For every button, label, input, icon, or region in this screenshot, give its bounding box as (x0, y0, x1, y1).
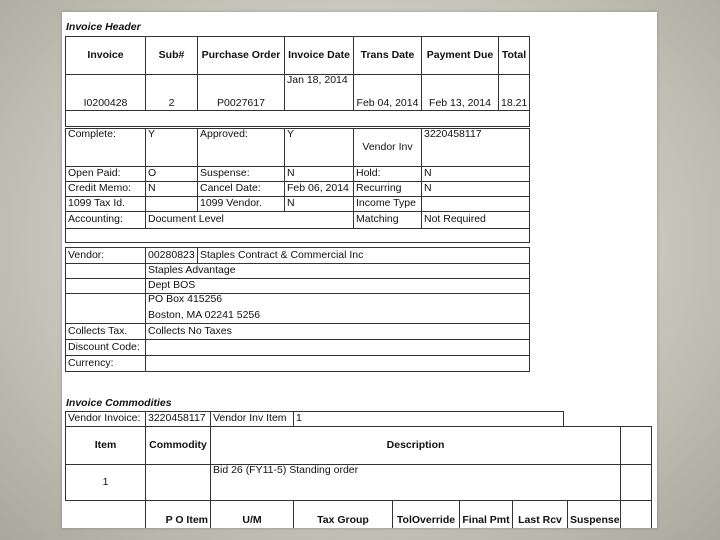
collects-tax-value: Collects No Taxes (146, 324, 530, 340)
invoice-date: Jan 18, 2014 (285, 75, 354, 111)
commodities-table (65, 426, 652, 528)
vendor-invoice-value: 3220458117 (146, 412, 211, 427)
blank-cell (621, 501, 652, 529)
spacer-row (66, 229, 530, 243)
blank-cell (66, 279, 146, 294)
vendor-inv-item-value: 1 (294, 412, 564, 427)
vendor-invoice-label: Vendor Invoice: (66, 412, 146, 427)
currency-label: Currency: (66, 356, 146, 372)
complete-value: Y (146, 129, 198, 167)
cancel-date-label: Cancel Date: (198, 182, 285, 197)
commodity-description: Bid 26 (FY11-5) Standing order (211, 465, 621, 501)
credit-memo-value: N (146, 182, 198, 197)
invoice-number: I0200428 (66, 75, 146, 111)
vendor-code: 00280823 (146, 248, 198, 264)
col-trans-date: Trans Date (354, 37, 422, 75)
commodity-row (66, 465, 652, 501)
col-item: Item (66, 427, 146, 465)
blank-cell (621, 427, 652, 465)
commodities-vendor-invoice-table (65, 411, 564, 427)
col-suspense: Suspense (568, 501, 621, 529)
invoice-total: 18.21 (499, 75, 530, 111)
vendor-1099-label: 1099 Vendor. (198, 197, 285, 212)
payment-due: Feb 13, 2014 (422, 75, 499, 111)
col-total: Total (499, 37, 530, 75)
suspense-value: N (285, 167, 354, 182)
hold-label: Hold: (354, 167, 422, 182)
open-paid-label: Open Paid: (66, 167, 146, 182)
blank-cell (66, 294, 146, 324)
matching-value: Not Required (422, 212, 530, 229)
vendor-address-line-1: Staples Advantage (146, 264, 530, 279)
vendor-inv-value: 3220458117 (422, 129, 530, 167)
col-um: U/M (211, 501, 294, 529)
vendor-address-block (146, 294, 530, 324)
commodity-item: 1 (66, 465, 146, 501)
invoice-row (66, 75, 530, 111)
tax-id-label: 1099 Tax Id. (66, 197, 146, 212)
accounting-value: Document Level (146, 212, 354, 229)
col-po-item: P O Item (146, 501, 211, 529)
approved-value: Y (285, 129, 354, 167)
col-payment-due: Payment Due (422, 37, 499, 75)
purchase-order-number: P0027617 (198, 75, 285, 111)
invoice-document (62, 12, 657, 528)
vendor-table (65, 247, 530, 372)
vendor-address-line-3: PO Box 415256 (148, 293, 223, 305)
vendor-inv-label: Vendor Inv (354, 129, 422, 167)
income-type-value (422, 197, 530, 212)
spacer-row (66, 111, 530, 127)
discount-code-value (146, 340, 530, 356)
col-description: Description (211, 427, 621, 465)
recurring-label: Recurring (354, 182, 422, 197)
trans-date: Feb 04, 2014 (354, 75, 422, 111)
invoice-commodities-title: Invoice Commodities (66, 397, 172, 409)
sub-number: 2 (146, 75, 198, 111)
suspense-label: Suspense: (198, 167, 285, 182)
credit-memo-label: Credit Memo: (66, 182, 146, 197)
currency-value (146, 356, 530, 372)
col-tax-group: Tax Group (294, 501, 393, 529)
col-last-rcv: Last Rcv (513, 501, 568, 529)
col-invoice: Invoice (66, 37, 146, 75)
discount-code-label: Discount Code: (66, 340, 146, 356)
blank-cell (66, 264, 146, 279)
matching-label: Matching (354, 212, 422, 229)
col-final-pmt: Final Pmt (460, 501, 513, 529)
invoice-header-table (65, 36, 530, 127)
hold-value: N (422, 167, 530, 182)
blank-cell (621, 465, 652, 501)
income-type-label: Income Type (354, 197, 422, 212)
recurring-value: N (422, 182, 530, 197)
blank-cell (66, 501, 146, 529)
vendor-name: Staples Contract & Commercial Inc (198, 248, 530, 264)
vendor-address-line-4: Boston, MA 02241 5256 (148, 308, 261, 321)
col-tol-override: TolOverride (393, 501, 460, 529)
open-paid-value: O (146, 167, 198, 182)
vendor-label: Vendor: (66, 248, 146, 264)
col-invoice-date: Invoice Date (285, 37, 354, 75)
commodity-code (146, 465, 211, 501)
cancel-date-value: Feb 06, 2014 (285, 182, 354, 197)
col-commodity: Commodity (146, 427, 211, 465)
accounting-label: Accounting: (66, 212, 146, 229)
complete-label: Complete: (66, 129, 146, 167)
vendor-inv-item-label: Vendor Inv Item (211, 412, 294, 427)
vendor-address-line-2: Dept BOS (146, 279, 530, 294)
invoice-header-title: Invoice Header (66, 21, 141, 33)
tax-id-value (146, 197, 198, 212)
approved-label: Approved: (198, 129, 285, 167)
collects-tax-label: Collects Tax. (66, 324, 146, 340)
col-sub: Sub# (146, 37, 198, 75)
vendor-1099-value: N (285, 197, 354, 212)
invoice-details-table (65, 128, 530, 243)
col-purchase-order: Purchase Order (198, 37, 285, 75)
